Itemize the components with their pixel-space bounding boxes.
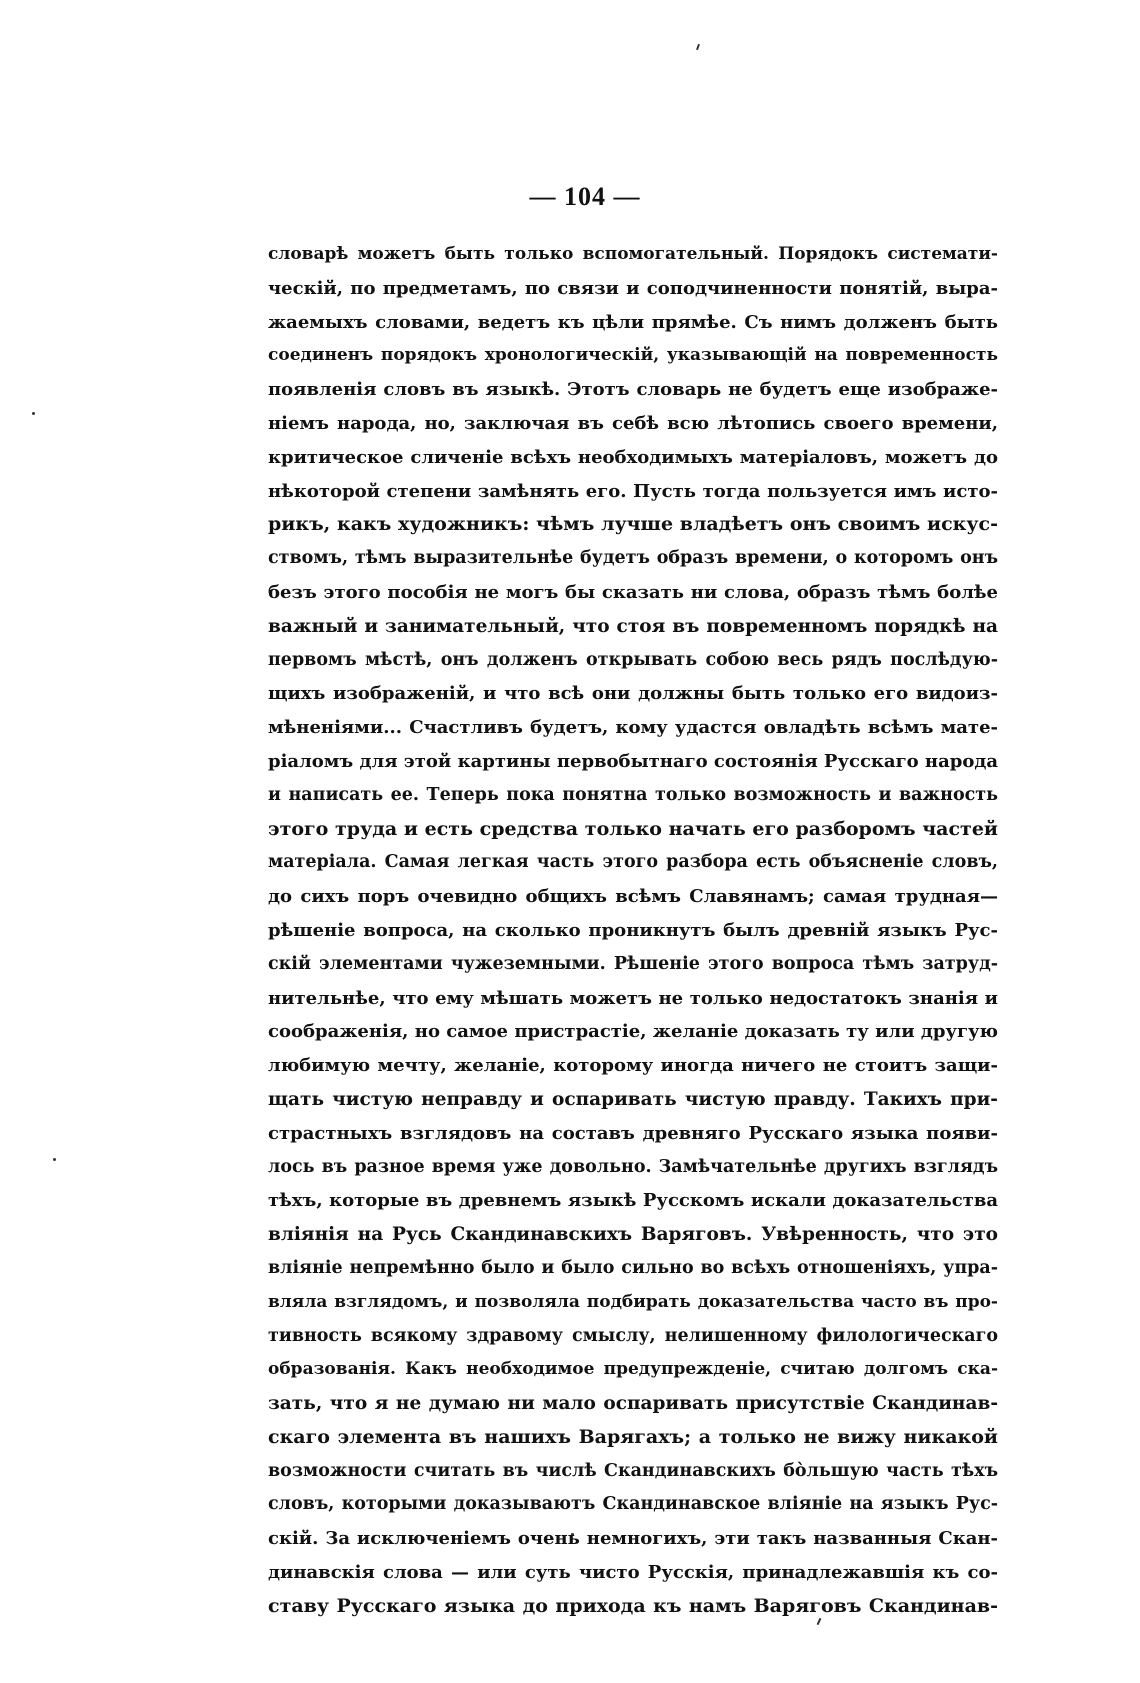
text-line: рикъ, какъ художникъ: чѣмъ лучше владѣетъ онъ своимъ искус- [268,513,998,536]
scan-speck [53,1158,56,1161]
text-line: лось въ разное время уже довольно. Замѣчательнѣе другихъ взглядъ [268,1156,998,1177]
text-line: этого труда и есть средства только начать его разборомъ частей [268,817,998,840]
text-line: ставу Русскаго языка до прихода къ намъ Варяговъ Скандинав- [268,1594,998,1617]
text-line: ческій, по предметамъ, по связи и соподчиненности понятій, выра- [268,277,998,299]
scan-speck [32,412,35,415]
text-line: щихъ изображеній, и что всѣ они должны быть только его видоиз- [268,683,998,705]
text-line: образованія. Какъ необходимое предупрежденіе, считаю долгомъ ска- [268,1359,998,1380]
text-line: появленія словъ въ языкѣ. Этотъ словарь не будетъ еще изображе- [268,379,998,401]
text-line: нѣкоторой степени замѣнять его. Пусть тогда пользуется имъ истo- [268,480,998,502]
text-line: первомъ мѣстѣ, онъ долженъ открывать собою весь рядъ послѣдую- [268,649,998,670]
text-line: нительнѣе, что ему мѣшать можетъ не только недостатокъ знанія и [268,987,998,1009]
text-line: вляла взглядомъ, и позволяла подбирать доказательства часто въ про- [268,1291,998,1312]
text-line: ріаломъ для этой картины первобытнаго состоянія Русскаго народа [268,750,998,772]
text-line: тивность всякому здравому смыслу, нелишенному филологическаго [268,1325,998,1346]
text-line: до сихъ поръ очевидно общихъ всѣмъ Славянамъ; самая трудная— [268,886,998,908]
text-line: вліянія на Русь Скандинавскихъ Варяговъ. Увѣренность, что это [268,1224,998,1246]
body-text [268,238,998,1624]
scan-speck [696,44,700,50]
text-line: соображенія, но самое пристрастіе, желаніе доказать ту или другую [268,1021,998,1043]
page-number: — 104 — [529,182,641,211]
text-line: скій элементами чужеземными. Рѣшеніе этого вопроса тѣмъ затруд- [268,953,998,974]
text-line: щать чистую неправду и оспаривать чистую правду. Такихъ при- [268,1088,998,1110]
text-line: мѣненіями... Счастливъ будетъ, кому удастся овладѣть всѣмъ мате- [268,717,998,739]
text-line: словарѣ можетъ быть только вспомогательный. Порядокъ системати- [268,244,998,264]
text-line: матеріала. Самая легкая часть этого разбора есть объясненіе словъ, [268,852,998,873]
text-line: рѣшеніе вопроса, на сколько проникнутъ былъ древній языкъ Рус- [268,919,998,941]
text-line: страстныхъ взглядовъ на составъ древняго Русскаго языка появи- [268,1122,998,1144]
text-line: динавскія слова — или суть чисто Русскія, принадлежавшія къ со- [268,1562,998,1584]
text-line: словъ, которыми доказываютъ Скандинавское вліяніе на языкъ Рус- [268,1494,998,1515]
text-line: важный и занимательный, что стоя въ повременномъ порядкѣ на [268,615,998,637]
text-line: критическое сличеніе всѣхъ необходимыхъ матеріаловъ, можетъ до [268,446,998,468]
text-line: зать, что я не думаю ни мало оспаривать присутствіе Скандинав- [268,1393,998,1415]
text-line: соединенъ порядокъ хронологическій, указывающій на повременность [268,345,998,366]
text-line: ніемъ народа, но, заключая въ себѣ всю лѣтопись своего времени, [268,412,998,434]
text-line: возможности считать въ числѣ Скандинавскихъ бо̀льшую часть тѣхъ [268,1460,998,1481]
text-line: ствомъ, тѣмъ выразительнѣе будетъ образъ времени, о которомъ онъ [268,548,998,569]
text-line: тѣхъ, которые въ древнемъ языкѣ Русскомъ искали доказательства [268,1190,998,1212]
text-line: скаго элемента въ нашихъ Варягахъ; а только не вижу никакой [268,1425,998,1448]
text-line: любимую мечту, желаніе, которому иногда ничего не стоитъ защи- [268,1055,998,1077]
text-line: безъ этого пособія не могъ бы сказать ни слова, образъ тѣмъ болѣе [268,581,998,603]
text-line: жаемыхъ словами, ведетъ къ цѣли прямѣе. Съ нимъ долженъ быть [268,311,998,333]
text-line: вліяніе непремѣнно было и было сильно во всѣхъ отношеніяхъ, упра- [268,1257,998,1278]
text-line: скій. За исключеніемъ очень немногихъ, эти такъ названныя Скан- [268,1528,998,1550]
text-line: и написать ее. Теперь пока понятна только возможность и важность [268,784,998,805]
